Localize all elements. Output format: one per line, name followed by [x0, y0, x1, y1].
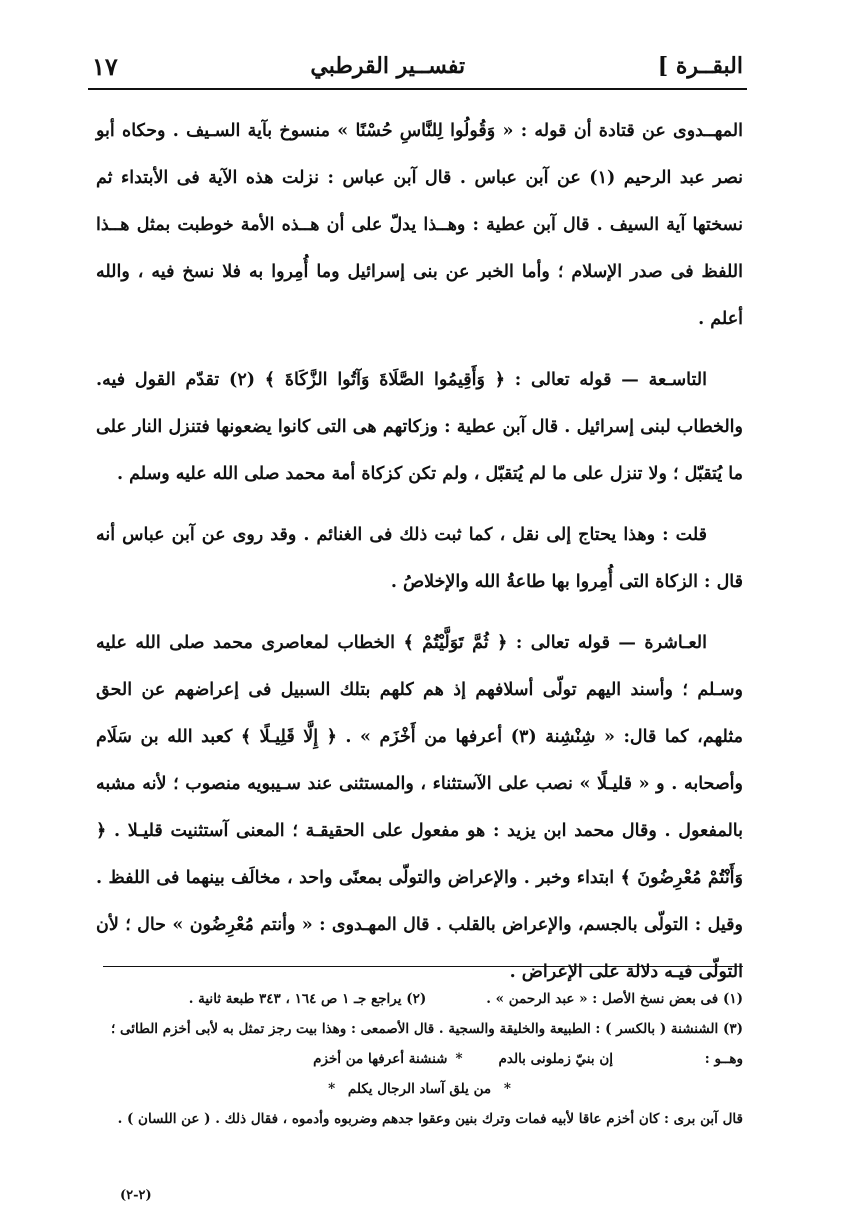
footnote-divider [103, 966, 743, 967]
paragraph-ashira: العـاشرة — قوله تعالى : ﴿ ثُمَّ تَوَلَّيْتُمْ ﴾ الخطاب لمعاصرى محمد صلى الله عليه وسـلم ؛ وأسند اليهم تولّى أسلافهم إذ هم كلهم بتلك السبيل فى إعراضهم عن الحق مثلهم، كما قال: « شِنْشِنة (٣) أعرفها من أَخْزَم » . ﴿ إِلَّا قَلِيـلًا ﴾ كعبد الله بن سَلَام وأصحابه . و « قليـلًا » نصب على الآستثناء ، والمستثنى عند سـيبويه منصوب ؛ لأنه مشبه بالمفعول . وقال محمد ابن يزيد : هو مفعول على الحقيقـة ؛ المعنى آستثنيت قليـلا . ﴿ وَأَنْتُمْ مُعْرِضُونَ ﴾ ابتداء وخبر . والإعراض والتولّى بمعنًى واحد ، مخالَف بينهما فى اللفظ . وقيل : التولّى بالجسم، والإعراض بالقلب . قال المهـدوى : « وأنتم مُعْرِضُون » حال ؛ لأن التولّى فيـه دلالة على الإعراض . [96, 633, 743, 982]
main-text [96, 108, 743, 1010]
verse-hemistich-2: شنشنة أعرفها من أخزم [313, 1051, 448, 1067]
surah-name: البقــرة ] [657, 53, 743, 79]
verse-line-2: من يلق آساد الرجال يكلم [347, 1081, 492, 1097]
paragraph-qult: قلت : وهذا يحتاج إلى نقل ، كما ثبت ذلك فى الغنائم . وقد روى عن آبن عباس أنه قال : الزكاة التى أُمِروا بها طاعةُ الله والإخلاصُ . [96, 525, 743, 592]
footnote-2: (٢) يراجع جـ ١ ص ١٦٤ ، ٣٤٣ طبعة ثانية . [188, 991, 427, 1007]
verse-separator: * [455, 1051, 463, 1067]
footnote-3: (٣) الشنشنة ( بالكسر ) : الطبيعة والخليقة والسجية . قال الأصمعى : وهذا بيت رجز تمثل به لأبى أخزم الطائى ؛ [111, 1021, 743, 1037]
verse-star-right: * [503, 1081, 511, 1097]
verse-hemistich-1: إن بنيّ زملونى بالدم [498, 1051, 613, 1067]
page-number: ١٧ [92, 51, 118, 81]
running-header [88, 44, 747, 90]
poem-verse-2 [96, 1074, 743, 1104]
footnote-row-1-2 [96, 984, 743, 1014]
verse-lead: وهــو : [704, 1051, 743, 1067]
book-title: تفســير القرطبي [310, 53, 466, 79]
poem-verse-1 [96, 1044, 743, 1074]
footnotes [96, 984, 743, 1134]
footnote-1: (١) فى بعض نسخ الأصل : « عبد الرحمن » . [486, 991, 743, 1007]
verse-star-left: * [328, 1081, 336, 1097]
paragraph-tasia: التاسـعة — قوله تعالى : ﴿ وَأَقِيمُوا الصَّلَاةَ وَآتُوا الزَّكَاةَ ﴾ (٢) تقدّم القول فيه. والخطاب لبنى إسرائيل . قال آبن عطية : وزكاتهم هى التى كانوا يضعونها فتنزل النار على ما يُتقبّل ؛ ولا تنزل على ما لم يُتقبّل ، ولم تكن كزكاة أمة محمد صلى الله عليه وسلم . [96, 370, 743, 484]
paragraph-1: المهــدوى عن قتادة أن قوله : « وَقُولُوا لِلنَّاسِ حُسْنًا » منسوخ بآية السـيف . وحكاه أبو نصر عبد الرحيم (١) عن آبن عباس . قال آبن عباس : نزلت هذه الآية فى الأبتداء ثم نسختها آية السيف . قال آبن عطية : وهــذا يدلّ على أن هــذه الأمة خوطبت بمثل هــذا اللفظ فى صدر الإسلام ؛ وأما الخبر عن بنى إسرائيل وما أُمِروا به فلا نسخ فيه ، والله أعلم . [96, 121, 743, 329]
footnote-3-tail: قال آبن برى : كان أخزم عاقا لأبيه فمات وترك بنين وعقوا جدهم وضربوه وأدموه ، فقال ذلك . ( عن اللسان ) . [117, 1111, 743, 1127]
printer-signature: (٢-٢) [120, 1188, 152, 1203]
